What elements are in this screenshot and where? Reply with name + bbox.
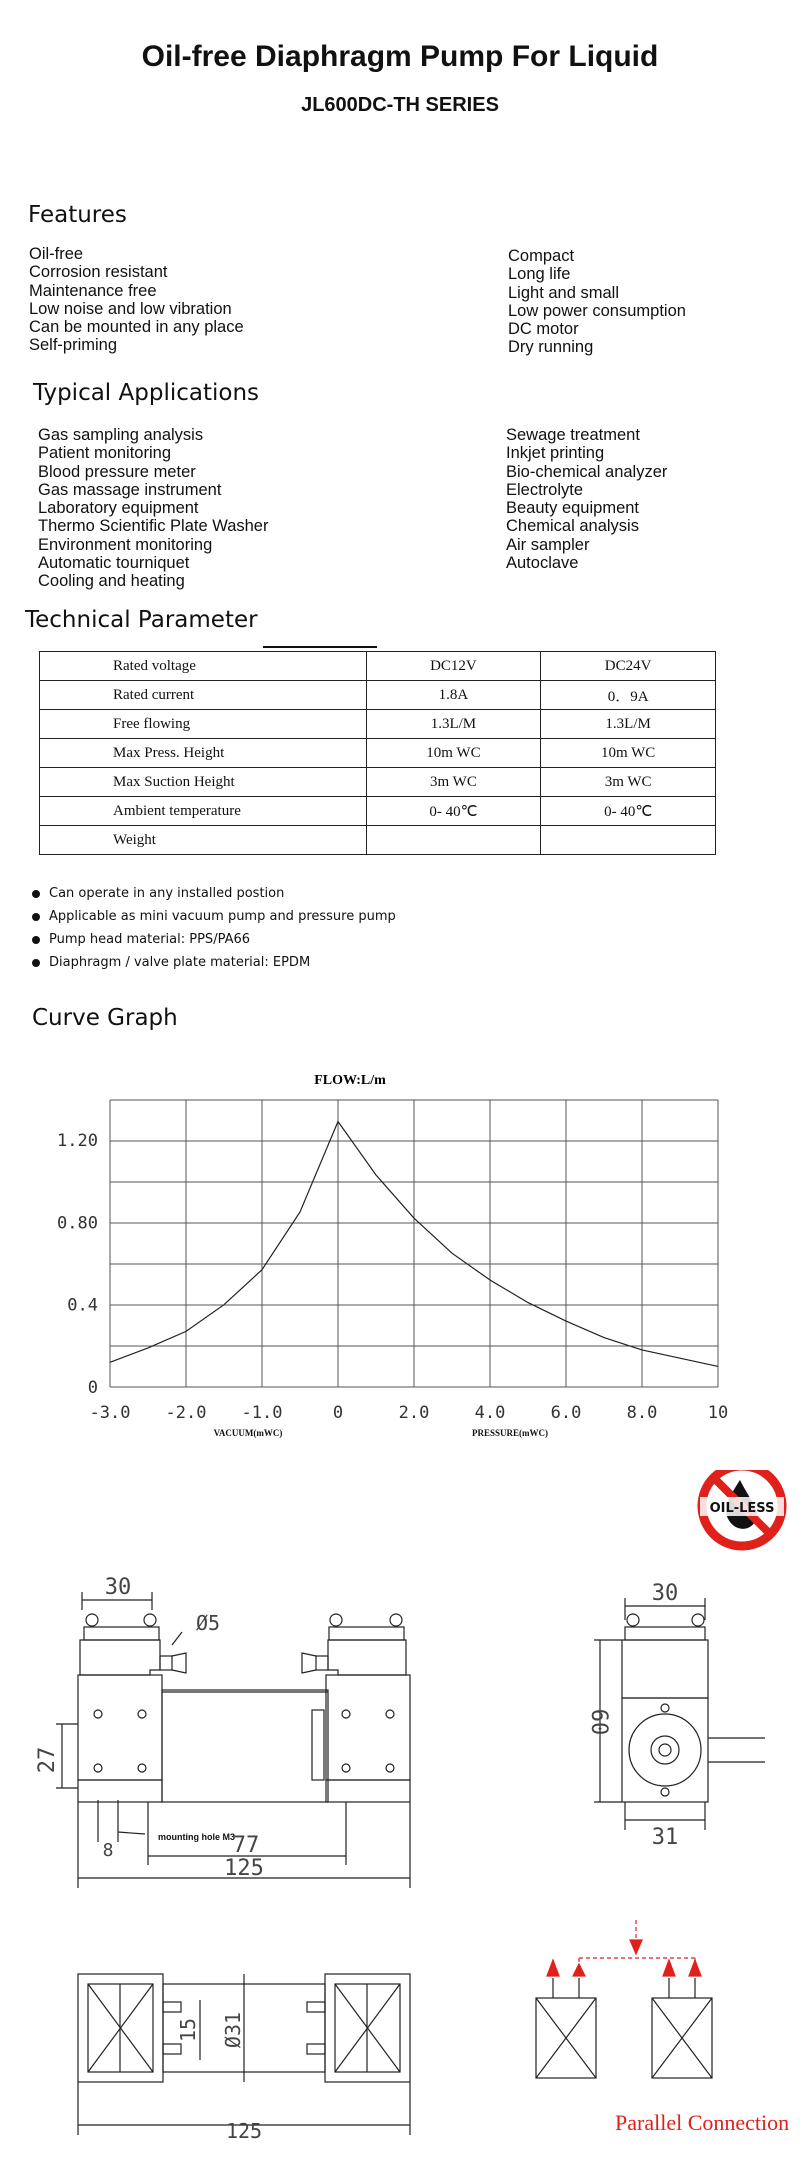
x-tick-label: 2.0 — [398, 1403, 430, 1423]
dim-77: 77 — [232, 1833, 260, 1858]
feature-item: Compact — [508, 247, 575, 265]
table-top-accent — [263, 646, 377, 648]
page-subtitle: JL600DC-TH SERIES — [301, 94, 499, 116]
application-item: Inkjet printing — [506, 444, 605, 463]
feature-item: Light and small — [508, 283, 619, 302]
application-item: Blood pressure meter — [38, 462, 196, 481]
feature-item: Oil-free — [29, 245, 84, 263]
application-item: Automatic tourniquet — [38, 554, 190, 573]
y-tick-label: 0.80 — [57, 1213, 98, 1234]
feature-item: Maintenance free — [29, 281, 157, 300]
feature-item: Low power consumption — [508, 301, 686, 320]
application-item: Gas sampling analysis — [38, 426, 204, 444]
param-value-cell: 1.8A — [366, 681, 541, 710]
dim-125: 125 — [224, 1856, 264, 1881]
feature-item: DC motor — [508, 320, 579, 339]
application-item: Patient monitoring — [38, 444, 171, 463]
application-item: Thermo Scientific Plate Washer — [38, 517, 269, 536]
dim-top-31: Ø31 — [221, 2011, 245, 2049]
features-left-list — [29, 245, 244, 355]
top-view-drawing — [78, 1974, 410, 2135]
x-tick-label: 10 — [707, 1403, 729, 1423]
y-tick-label: 0 — [87, 1378, 98, 1398]
param-value-cell — [541, 826, 716, 855]
param-value-cell: 10m WC — [541, 739, 716, 768]
dim-side-31: 31 — [651, 1825, 679, 1850]
param-value-cell: DC12V — [366, 652, 541, 681]
pressure-label: PRESSURE(mWC) — [471, 1428, 549, 1438]
dim-height-27: 27 — [35, 1746, 60, 1774]
param-name-cell: Rated current — [40, 681, 367, 710]
x-tick-label: 4.0 — [474, 1403, 506, 1423]
y-tick-label: 1.20 — [57, 1131, 98, 1151]
technical-heading: Technical Parameter — [25, 607, 258, 633]
oil-less-badge — [700, 1470, 784, 1546]
dim-8: 8 — [102, 1840, 114, 1861]
param-value-cell: 1.3L/M — [366, 710, 541, 739]
applications-right-list — [506, 426, 667, 572]
param-value-cell: 3m WC — [366, 768, 541, 797]
feature-item: Self-priming — [29, 336, 118, 355]
chart-grid — [110, 1100, 718, 1387]
param-name-cell: Weight — [40, 826, 367, 855]
feature-item: Can be mounted in any place — [29, 318, 244, 337]
technical-drawings — [0, 1470, 800, 2170]
features-right-list — [508, 247, 686, 357]
application-item: Environment monitoring — [38, 535, 213, 554]
curve-heading: Curve Graph — [32, 1005, 178, 1031]
application-item: Laboratory equipment — [38, 499, 199, 518]
table-row — [40, 710, 716, 739]
dim-side-60: 60 — [586, 1708, 611, 1736]
dim-top-15: 15 — [176, 2017, 200, 2043]
dim-diameter-5: Ø5 — [196, 1611, 221, 1635]
application-item: Cooling and heating — [38, 572, 185, 591]
param-name-cell: Max Press. Height — [40, 739, 367, 768]
table-row — [40, 826, 716, 855]
x-tick-label: 6.0 — [550, 1403, 582, 1423]
badge-text: OIL-LESS — [709, 1501, 775, 1516]
feature-item: Corrosion resistant — [29, 263, 168, 282]
param-value-cell: 1.3L/M — [541, 710, 716, 739]
features-heading: Features — [28, 202, 127, 228]
feature-item: Long life — [508, 265, 571, 284]
side-view-drawing — [594, 1598, 765, 1830]
application-item: Electrolyte — [506, 480, 584, 499]
table-row — [40, 681, 716, 710]
note-item: Pump head material: PPS/PA66 — [32, 928, 396, 951]
application-item: Air sampler — [506, 535, 590, 554]
technical-table — [39, 651, 716, 855]
page-title: Oil-free Diaphragm Pump For Liquid — [141, 40, 659, 73]
feature-item: Low noise and low vibration — [29, 299, 232, 318]
applications-left-list — [38, 426, 268, 591]
param-name-cell: Free flowing — [40, 710, 367, 739]
application-item: Bio-chemical analyzer — [506, 462, 668, 481]
param-name-cell: Rated voltage — [40, 652, 367, 681]
parallel-connection-drawing — [536, 1978, 712, 2078]
flow-arrows — [547, 1920, 701, 1976]
table-row — [40, 768, 716, 797]
note-item: Diaphragm / valve plate material: EPDM — [32, 951, 396, 974]
applications-heading: Typical Applications — [33, 380, 260, 406]
param-value-cell: 0．9A — [541, 681, 716, 710]
feature-item: Dry running — [508, 338, 594, 357]
curve-chart — [0, 1060, 800, 1460]
application-item: Chemical analysis — [506, 517, 639, 536]
application-item: Beauty equipment — [506, 499, 640, 518]
bullet-icon — [32, 913, 40, 921]
y-tick-label: 0.4 — [67, 1295, 98, 1316]
flow-label: FLOW:L/m — [314, 1073, 386, 1088]
parallel-connection-label: Parallel Connection — [615, 2110, 790, 2135]
param-value-cell: 10m WC — [366, 739, 541, 768]
param-name-cell: Max Suction Height — [40, 768, 367, 797]
bullet-icon — [32, 890, 40, 898]
note-item: Applicable as mini vacuum pump and pressure pump — [32, 905, 396, 928]
x-tick-label: -1.0 — [241, 1403, 283, 1423]
x-tick-label: 0 — [332, 1403, 344, 1423]
param-value-cell — [366, 826, 541, 855]
application-item: Gas massage instrument — [38, 480, 222, 499]
vacuum-label: VACUUM(mWC) — [213, 1428, 283, 1438]
dim-top-125: 125 — [225, 2119, 263, 2143]
x-tick-label: -3.0 — [89, 1403, 131, 1423]
param-name-cell: Ambient temperature — [40, 797, 367, 826]
table-row — [40, 652, 716, 681]
bullet-icon — [32, 936, 40, 944]
chart-y-ticks — [57, 1131, 98, 1398]
table-row — [40, 739, 716, 768]
notes-list — [32, 882, 396, 974]
note-item: Can operate in any installed postion — [32, 882, 396, 905]
dim-width-30: 30 — [104, 1575, 132, 1600]
x-tick-label: 8.0 — [626, 1403, 658, 1423]
param-value-cell: 0- 40℃ — [541, 797, 716, 826]
x-tick-label: -2.0 — [165, 1403, 207, 1423]
chart-x-ticks — [90, 1403, 729, 1423]
application-item: Sewage treatment — [506, 426, 640, 444]
param-value-cell: DC24V — [541, 652, 716, 681]
application-item: Autoclave — [506, 554, 579, 573]
param-value-cell: 0- 40℃ — [366, 797, 541, 826]
table-row — [40, 797, 716, 826]
bullet-icon — [32, 959, 40, 967]
param-value-cell: 3m WC — [541, 768, 716, 797]
mounting-hole-label: mounting hole M3 — [158, 1832, 235, 1842]
dim-side-30: 30 — [651, 1581, 679, 1606]
